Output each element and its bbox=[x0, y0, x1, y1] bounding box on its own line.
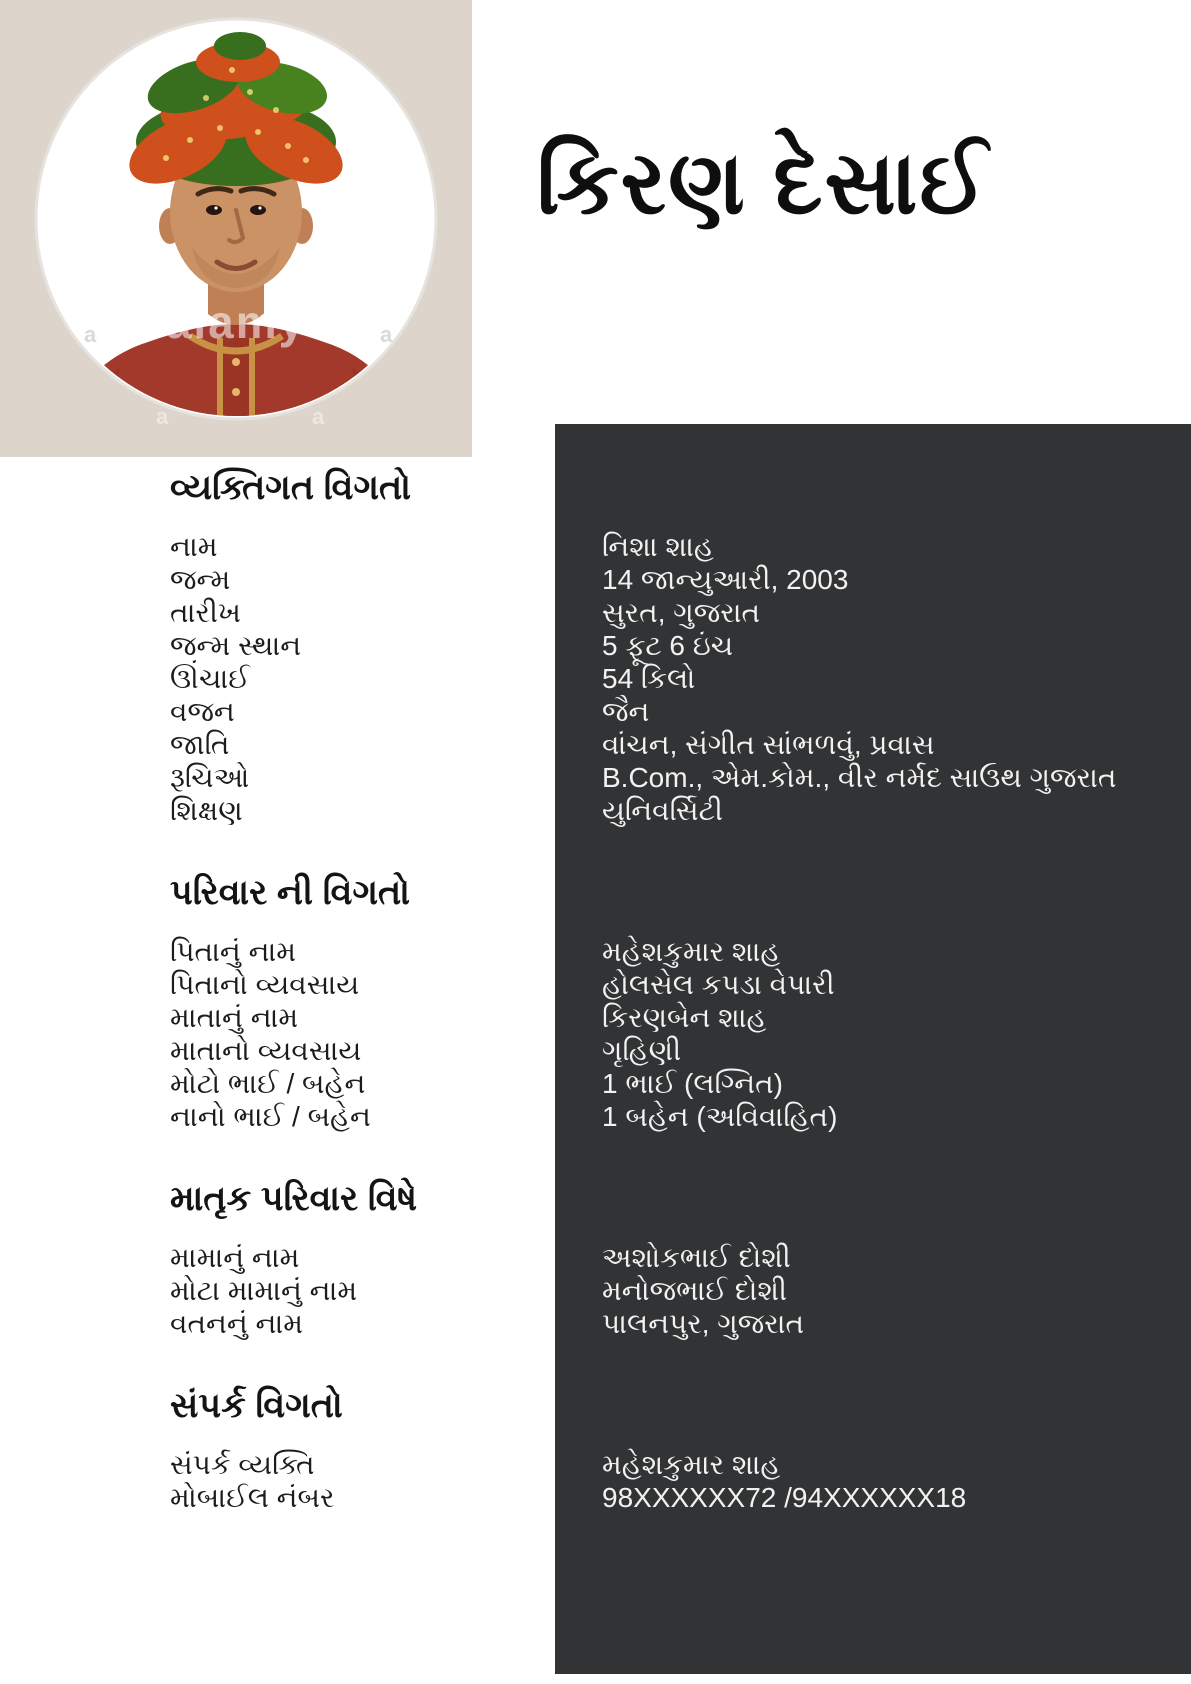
field-label: મોબાઈલ નંબર bbox=[170, 1482, 335, 1513]
sections bbox=[170, 466, 1191, 1558]
section-body bbox=[170, 530, 1191, 827]
field-label: વજન bbox=[170, 696, 235, 727]
field-label: માતાનો વ્યવસાય bbox=[170, 1035, 362, 1066]
section-body bbox=[170, 935, 1191, 1133]
section-heading: પરિવાર ની વિગતો bbox=[170, 873, 410, 912]
profile-photo bbox=[0, 0, 472, 457]
field-label: જન્મ bbox=[170, 564, 231, 595]
watermark-a-icon: a bbox=[380, 322, 393, 347]
field-value: મહેશકુમાર શાહ bbox=[602, 936, 781, 967]
field-value: મનોજભાઈ દોશી bbox=[602, 1275, 788, 1306]
watermark-a-icon: a bbox=[312, 404, 325, 429]
watermark-a-icon: a bbox=[156, 404, 169, 429]
field-value: અશોકભાઈ દોશી bbox=[602, 1242, 791, 1273]
field-value: 98XXXXXX72 /94XXXXXX18 bbox=[602, 1482, 967, 1513]
section-body bbox=[170, 1241, 1191, 1340]
field-value: 54 કિલો bbox=[602, 663, 696, 694]
field-value: મહેશકુમાર શાહ bbox=[602, 1449, 781, 1480]
section-labels bbox=[170, 935, 602, 1133]
section-labels bbox=[170, 1241, 602, 1340]
field-label: માતાનું નામ bbox=[170, 1002, 299, 1033]
section bbox=[170, 871, 1191, 1133]
field-value: ગૃહિણી bbox=[602, 1035, 682, 1066]
section bbox=[170, 1177, 1191, 1340]
field-value: સુરત, ગુજરાત bbox=[602, 597, 761, 628]
field-value: નિશા શાહ bbox=[602, 531, 714, 562]
field-label: રૂચિઓ bbox=[170, 762, 250, 793]
section-body bbox=[170, 1448, 1191, 1514]
field-label: મોટા મામાનું નામ bbox=[170, 1275, 358, 1306]
field-label: મામાનું નામ bbox=[170, 1242, 300, 1273]
section-values bbox=[602, 1241, 1134, 1340]
page-title: કિરણ દેસાઈ bbox=[536, 133, 990, 232]
field-label: વતનનું નામ bbox=[170, 1308, 303, 1339]
watermark-a-icon: a bbox=[84, 322, 97, 347]
section-values bbox=[602, 935, 1134, 1133]
field-label: જન્મ સ્થાન bbox=[170, 630, 302, 661]
section bbox=[170, 466, 1191, 827]
section-values bbox=[602, 530, 1134, 827]
section-labels bbox=[170, 530, 602, 827]
field-value: 5 ફૂટ 6 ઇંચ bbox=[602, 630, 734, 661]
section-heading: માતૃક પરિવાર વિષે bbox=[170, 1179, 418, 1218]
section-heading: વ્યક્તિગત વિગતો bbox=[170, 468, 411, 507]
field-label: પિતાનું નામ bbox=[170, 936, 297, 967]
section-values bbox=[602, 1448, 1134, 1514]
field-value: B.Com., એમ.કોમ., વીર નર્મદ સાઉથ ગુજરાત યુનિવર્સિટી bbox=[602, 762, 1117, 826]
field-label: સંપર્ક વ્યક્તિ bbox=[170, 1449, 315, 1480]
section bbox=[170, 1384, 1191, 1514]
field-label: ઊંચાઈ bbox=[170, 663, 250, 694]
section-heading: સંપર્ક વિગતો bbox=[170, 1386, 343, 1425]
field-label: શિક્ષણ bbox=[170, 795, 243, 826]
field-value: 1 ભાઈ (લગ્નિત) bbox=[602, 1068, 783, 1099]
field-value: જૈન bbox=[602, 696, 650, 727]
field-label: નાનો ભાઈ / બહેન bbox=[170, 1101, 371, 1132]
field-value: પાલનપુર, ગુજરાત bbox=[602, 1308, 805, 1339]
section-labels bbox=[170, 1448, 602, 1514]
watermark-alamy: alamy bbox=[165, 296, 307, 348]
field-value: હોલસેલ કપડા વેપારી bbox=[602, 969, 835, 1000]
field-label: જાતિ bbox=[170, 729, 230, 760]
field-value: 1 બહેન (અવિવાહિત) bbox=[602, 1101, 838, 1132]
field-label: નામ bbox=[170, 531, 218, 562]
field-label: તારીખ bbox=[170, 597, 241, 628]
field-label: મોટો ભાઈ / બહેન bbox=[170, 1068, 366, 1099]
field-label: પિતાનો વ્યવસાય bbox=[170, 969, 360, 1000]
field-value: 14 જાન્યુઆરી, 2003 bbox=[602, 564, 849, 595]
field-value: કિરણબેન શાહ bbox=[602, 1002, 767, 1033]
field-value: વાંચન, સંગીત સાંભળવું, પ્રવાસ bbox=[602, 729, 935, 760]
